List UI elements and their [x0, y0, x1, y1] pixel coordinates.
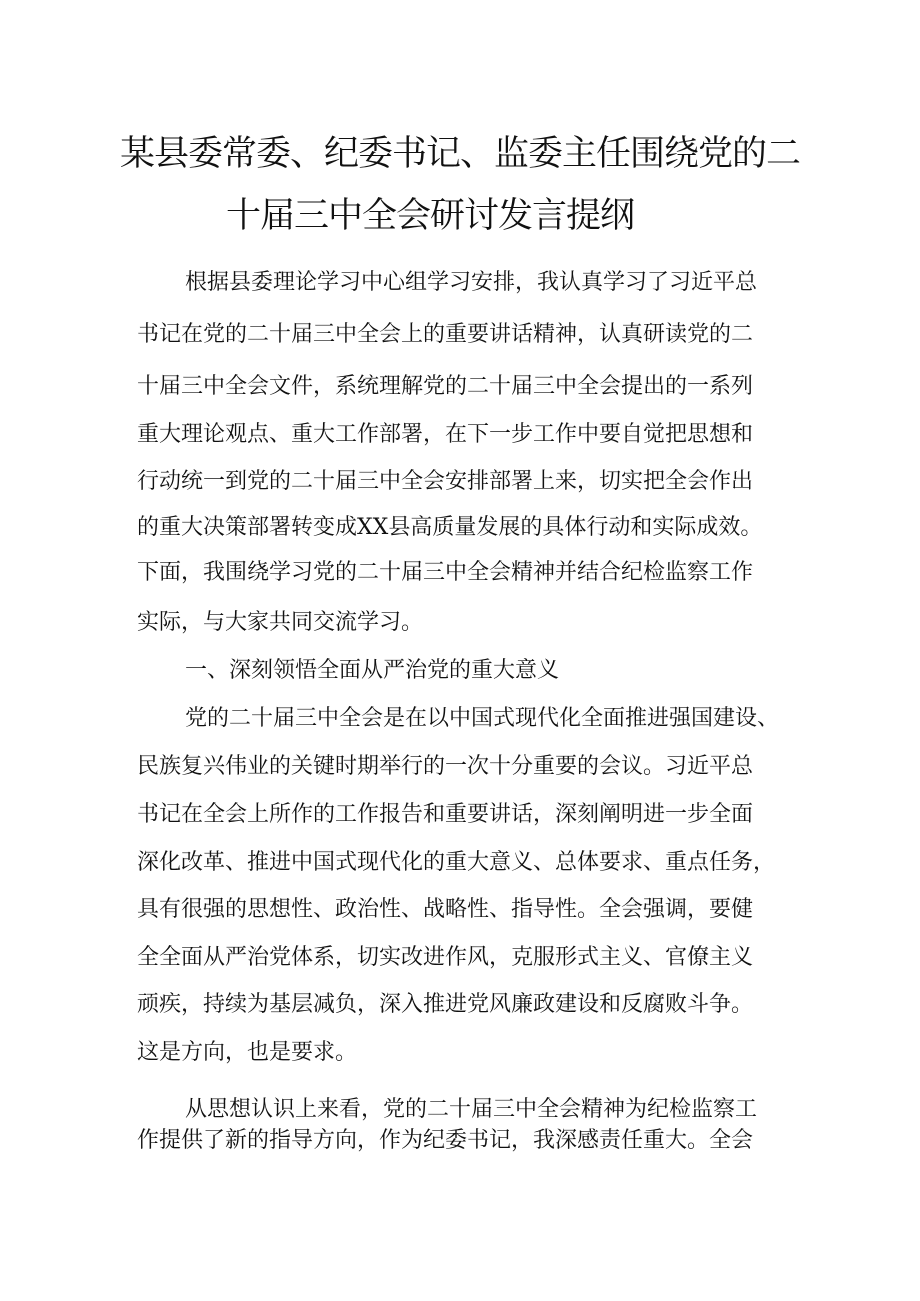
paragraph-line: 书记在全会上所作的工作报告和重要讲话，深刻阐明进一步全面 — [137, 802, 754, 827]
paragraph-line: 行动统一到党的二十届三中全会安排部署上来，切实把全会作出 — [137, 469, 754, 494]
paragraph-line: 重大理论观点、重大工作部署，在下一步工作中要自觉把思想和 — [137, 422, 754, 447]
paragraph-line: 作提供了新的指导方向，作为纪委书记，我深感责任重大。全会 — [137, 1128, 754, 1153]
section-heading: 一、深刻领悟全面从严治党的重大意义 — [185, 658, 560, 683]
paragraph-line: 具有很强的思想性、政治性、战略性、指导性。全会强调，要健 — [137, 897, 754, 922]
paragraph-line: 十届三中全会文件，系统理解党的二十届三中全会提出的一系列 — [137, 374, 754, 399]
paragraph-line: 根据县委理论学习中心组学习安排，我认真学习了习近平总 — [185, 270, 758, 295]
paragraph-line: 党的二十届三中全会是在以中国式现代化全面推进强国建设、 — [185, 706, 780, 731]
paragraph-line: 这是方向，也是要求。 — [137, 1040, 358, 1065]
document-title-line-1: 某县委常委、纪委书记、监委主任围绕党的二 — [119, 134, 800, 174]
paragraph-line: 深化改革、推进中国式现代化的重大意义、总体要求、重点任务， — [137, 850, 776, 875]
paragraph-line: 下面，我围绕学习党的二十届三中全会精神并结合纪检监察工作 — [137, 560, 754, 585]
paragraph-line: 民族复兴伟业的关键时期举行的一次十分重要的会议。习近平总 — [137, 754, 754, 779]
document-title-line-2: 十届三中全会研讨发言提纲 — [225, 196, 634, 236]
paragraph-line: 书记在党的二十届三中全会上的重要讲话精神，认真研读党的二 — [137, 322, 754, 347]
paragraph-line: 的重大决策部署转变成XX县高质量发展的具体行动和实际成效。 — [137, 515, 763, 540]
paragraph-line: 顽疾，持续为基层减负，深入推进党风廉政建设和反腐败斗争。 — [137, 992, 754, 1017]
paragraph-line: 从思想认识上来看，党的二十届三中全会精神为纪检监察工 — [185, 1097, 758, 1122]
paragraph-line: 实际，与大家共同交流学习。 — [137, 610, 424, 635]
paragraph-line: 全全面从严治党体系，切实改进作风，克服形式主义、官僚主义 — [137, 945, 754, 970]
